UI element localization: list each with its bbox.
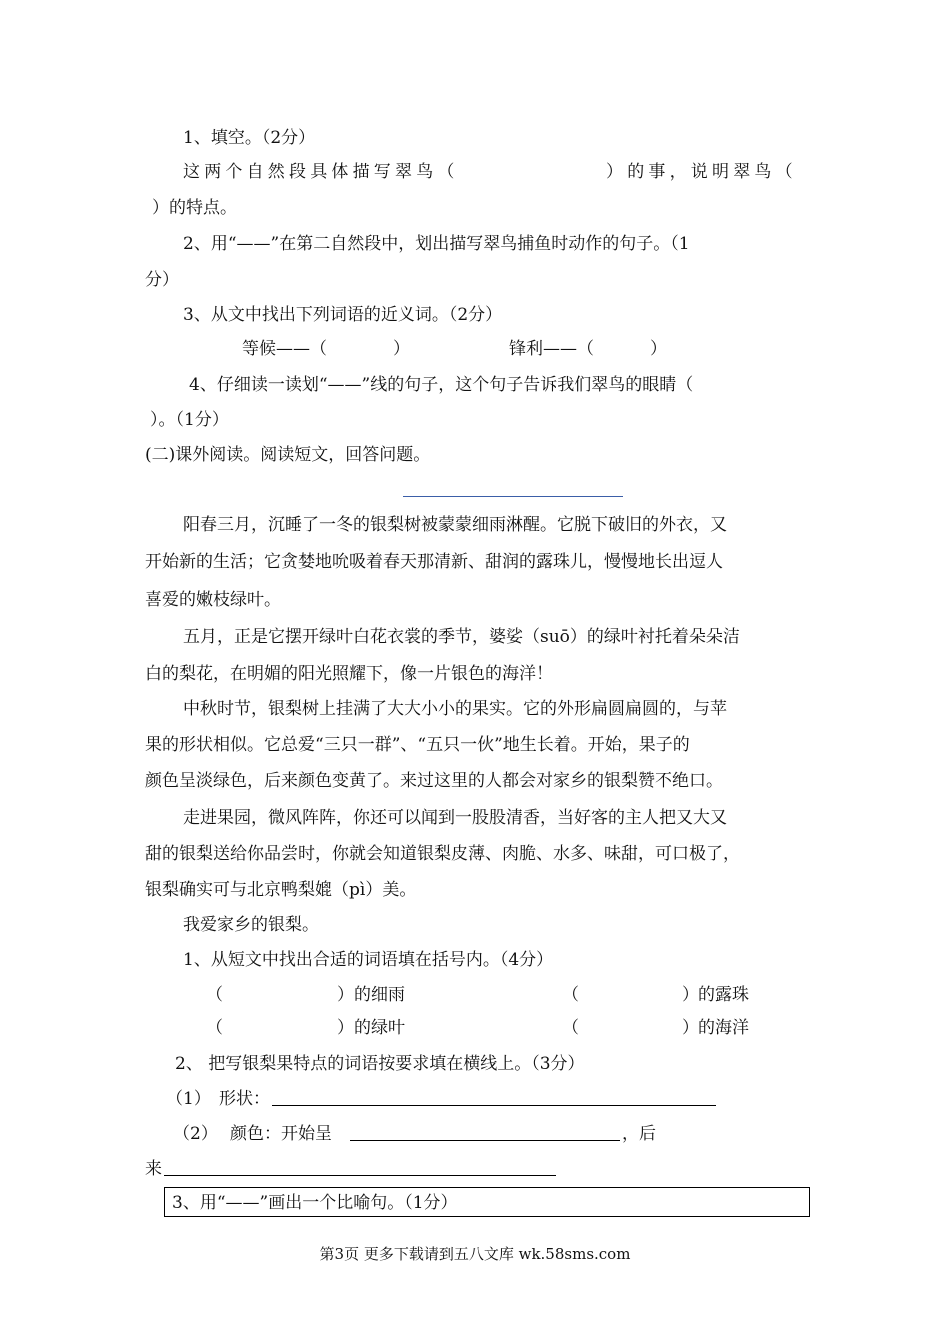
passage-line: 甜的银梨送给你品尝时，你就会知道银梨皮薄、肉脆、水多、味甜，可口极了， xyxy=(145,844,740,864)
passage-line: 银梨确实可与北京鸭梨媲（pì）美。 xyxy=(145,880,417,900)
p2-q2-color-num: （2） xyxy=(173,1124,218,1144)
p2-q2-color-mid: ，后 xyxy=(622,1124,656,1144)
passage-line: 中秋时节，银梨树上挂满了大大小小的果实。它的外形扁圆扁圆的，与苹 xyxy=(183,699,727,719)
q2-text-b: 分） xyxy=(145,270,179,290)
p2-q1-blank4: 的海洋 xyxy=(698,1018,749,1038)
p2-q2-color-answer-line-2[interactable] xyxy=(164,1157,556,1183)
q1-text-b: ）的事，说明翠鸟（ xyxy=(606,162,797,182)
passage-line: 颜色呈淡绿色，后来颜色变黄了。来过这里的人都会对家乡的银梨赞不绝口。 xyxy=(145,771,723,791)
passage-line: 五月，正是它摆开绿叶白花衣裳的季节，婆娑（suō）的绿叶衬托着朵朵洁 xyxy=(183,627,740,647)
passage-line: 喜爱的嫩枝绿叶。 xyxy=(145,590,281,610)
passage-line: 我爱家乡的银梨。 xyxy=(183,915,319,935)
q4-text-a: 4、仔细读一读划“——”线的句子，这个句子告诉我们翠鸟的眼睛（ xyxy=(189,375,694,395)
p2-q1-blank3: 的绿叶 xyxy=(354,1018,405,1038)
p2-q1-open: （ xyxy=(206,1018,223,1038)
p2-q2-color-answer-line-1[interactable] xyxy=(350,1122,620,1148)
q3-item1: 等候——（ xyxy=(242,339,327,359)
p2-q2-label: 2、 把写银梨果特点的词语按要求填在横线上。（3分） xyxy=(175,1054,585,1074)
part2-heading: (二)课外阅读。阅读短文，回答问题。 xyxy=(145,445,431,465)
p2-q1-close: ） xyxy=(682,985,699,1005)
p2-q1-blank1: 的细雨 xyxy=(354,985,405,1005)
passage-line: 白的梨花，在明媚的阳光照耀下，像一片银色的海洋！ xyxy=(145,664,553,684)
q1-text-a: 这两个自然段具体描写翠鸟（ xyxy=(183,162,459,182)
q1-text-c: ）的特点。 xyxy=(152,198,237,218)
q2-text-a: 2、用“——”在第二自然段中，划出描写翠鸟捕鱼时动作的句子。（1 xyxy=(183,234,690,254)
q1-label: 1、填空。（2分） xyxy=(183,128,316,148)
p2-q1-label: 1、从短文中找出合适的词语填在括号内。（4分） xyxy=(183,950,554,970)
p2-q1-close: ） xyxy=(337,1018,354,1038)
p2-q2-color-label: 颜色：开始呈 xyxy=(230,1124,332,1144)
q3-label: 3、从文中找出下列词语的近义词。（2分） xyxy=(183,305,503,325)
p2-q1-open: （ xyxy=(206,985,223,1005)
p2-q3-label: 3、用“——”画出一个比喻句。（1分） xyxy=(172,1193,458,1213)
q3-item2: 锋利——（ xyxy=(509,339,594,359)
p2-q1-close: ） xyxy=(682,1018,699,1038)
passage-line: 果的形状相似。它总爱“三只一群”、“五只一伙”地生长着。开始，果子的 xyxy=(145,735,690,755)
p2-q1-open: （ xyxy=(562,985,579,1005)
page-footer: 第3页 更多下载请到五八文库 wk.58sms.com xyxy=(319,1245,631,1263)
p2-q1-close: ） xyxy=(337,985,354,1005)
p2-q2-shape-label: 形状： xyxy=(219,1089,270,1109)
passage-line: 走进果园，微风阵阵，你还可以闻到一股股清香，当好客的主人把又大又 xyxy=(183,808,727,828)
p2-q2-shape-answer-line[interactable] xyxy=(272,1087,716,1113)
q3-item1-end: ） xyxy=(393,339,410,359)
passage-line: 阳春三月，沉睡了一冬的银梨树被蒙蒙细雨淋醒。它脱下破旧的外衣，又 xyxy=(183,515,727,535)
passage-line: 开始新的生活；它贪婪地吮吸着春天那清新、甜润的露珠儿，慢慢地长出逗人 xyxy=(145,552,723,572)
p2-q1-blank2: 的露珠 xyxy=(698,985,749,1005)
q4-text-b: ）。（1分） xyxy=(150,410,229,430)
p2-q1-open: （ xyxy=(562,1018,579,1038)
passage-title-rule xyxy=(403,496,623,497)
p2-q2-shape-num: （1） xyxy=(166,1089,211,1109)
q3-item2-end: ） xyxy=(650,339,667,359)
p2-q2-color-end: 来 xyxy=(145,1159,162,1179)
